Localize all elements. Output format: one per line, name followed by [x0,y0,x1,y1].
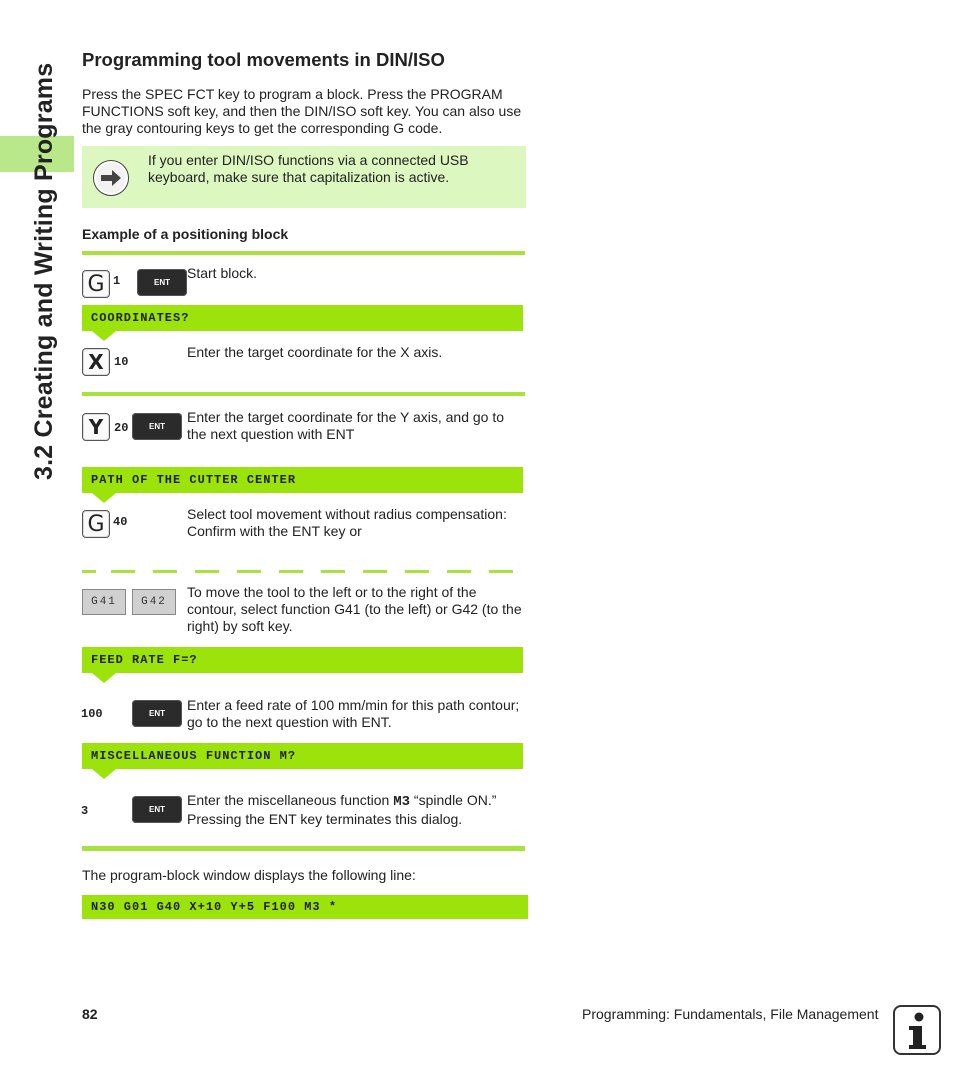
step-description: To move the tool to the left or to the right of the contour, select function G41 (to the left) or G42 (to the right) by soft key. [187,584,522,634]
arrow-right-icon [93,160,129,196]
dialog-prompt: COORDINATES? [82,305,523,331]
dialog-prompt: FEED RATE F=? [82,647,523,673]
page-number: 82 [82,1006,98,1022]
input-value: 10 [114,355,129,369]
prompt-pointer [92,769,116,779]
prompt-pointer [92,493,116,503]
ent-key[interactable]: ENT [137,269,187,296]
result-text: The program-block window displays the following line: [82,867,416,883]
input-value: 20 [114,421,129,435]
dash [195,570,219,573]
input-value: 40 [113,515,128,529]
example-heading: Example of a positioning block [82,226,289,242]
ent-key[interactable]: ENT [132,700,182,727]
g42-softkey[interactable]: G42 [132,589,176,615]
y-key[interactable]: Y [82,413,110,441]
dash [279,570,303,573]
dash [111,570,135,573]
dash [489,570,513,573]
step-description: Select tool movement without radius compensation: Confirm with the ENT key or [187,506,507,539]
step-description: Enter the target coordinate for the Y axis, and go to the next question with ENT [187,409,505,442]
section-heading: Programming tool movements in DIN/ISO [82,49,445,70]
dash [321,570,345,573]
step-description: Enter a feed rate of 100 mm/min for this path contour; go to the next question with ENT. [187,697,520,730]
dash [153,570,177,573]
g41-softkey[interactable]: G41 [82,589,126,615]
note-text: If you enter DIN/ISO functions via a connected USB keyboard, make sure that capitalization is active. [148,152,469,185]
code-m3: M3 [393,794,411,810]
ent-key[interactable]: ENT [132,413,182,440]
dash [363,570,387,573]
divider [82,846,525,851]
dash [405,570,429,573]
x-key[interactable]: X [82,348,110,376]
divider [82,251,525,255]
dialog-prompt: MISCELLANEOUS FUNCTION M? [82,743,523,769]
input-value: 100 [81,707,103,721]
dash [82,570,96,573]
g-key[interactable]: G [82,270,110,298]
footer-title: Programming: Fundamentals, File Management [582,1006,879,1022]
desc-prefix: Enter the miscellaneous function [187,792,394,808]
divider [82,392,525,396]
dialog-prompt: PATH OF THE CUTTER CENTER [82,467,523,493]
input-value: 1 [113,274,121,288]
prompt-pointer [92,673,116,683]
input-value: 3 [81,804,89,818]
step-description [187,792,527,828]
intro-paragraph: Press the SPEC FCT key to program a block. Press the PROGRAM FUNCTIONS soft key, and then the DIN/ISO soft key. You can also use the gray contouring keys to get the corresponding G code. [82,86,522,136]
desc-suffix: “spindle ON.” Pressing the ENT key terminates this dialog. [187,792,497,827]
g-key[interactable]: G [82,510,110,538]
ent-key[interactable]: ENT [132,796,182,823]
dash [447,570,471,573]
info-icon [893,1005,941,1055]
chapter-title: 3.2 Creating and Writing Programs [30,62,58,480]
step-description: Start block. [187,265,258,281]
prompt-pointer [92,331,116,341]
step-description: Enter the target coordinate for the X axis. [187,344,443,360]
dash [237,570,261,573]
program-block-line: N30 G01 G40 X+10 Y+5 F100 M3 * [82,895,528,919]
